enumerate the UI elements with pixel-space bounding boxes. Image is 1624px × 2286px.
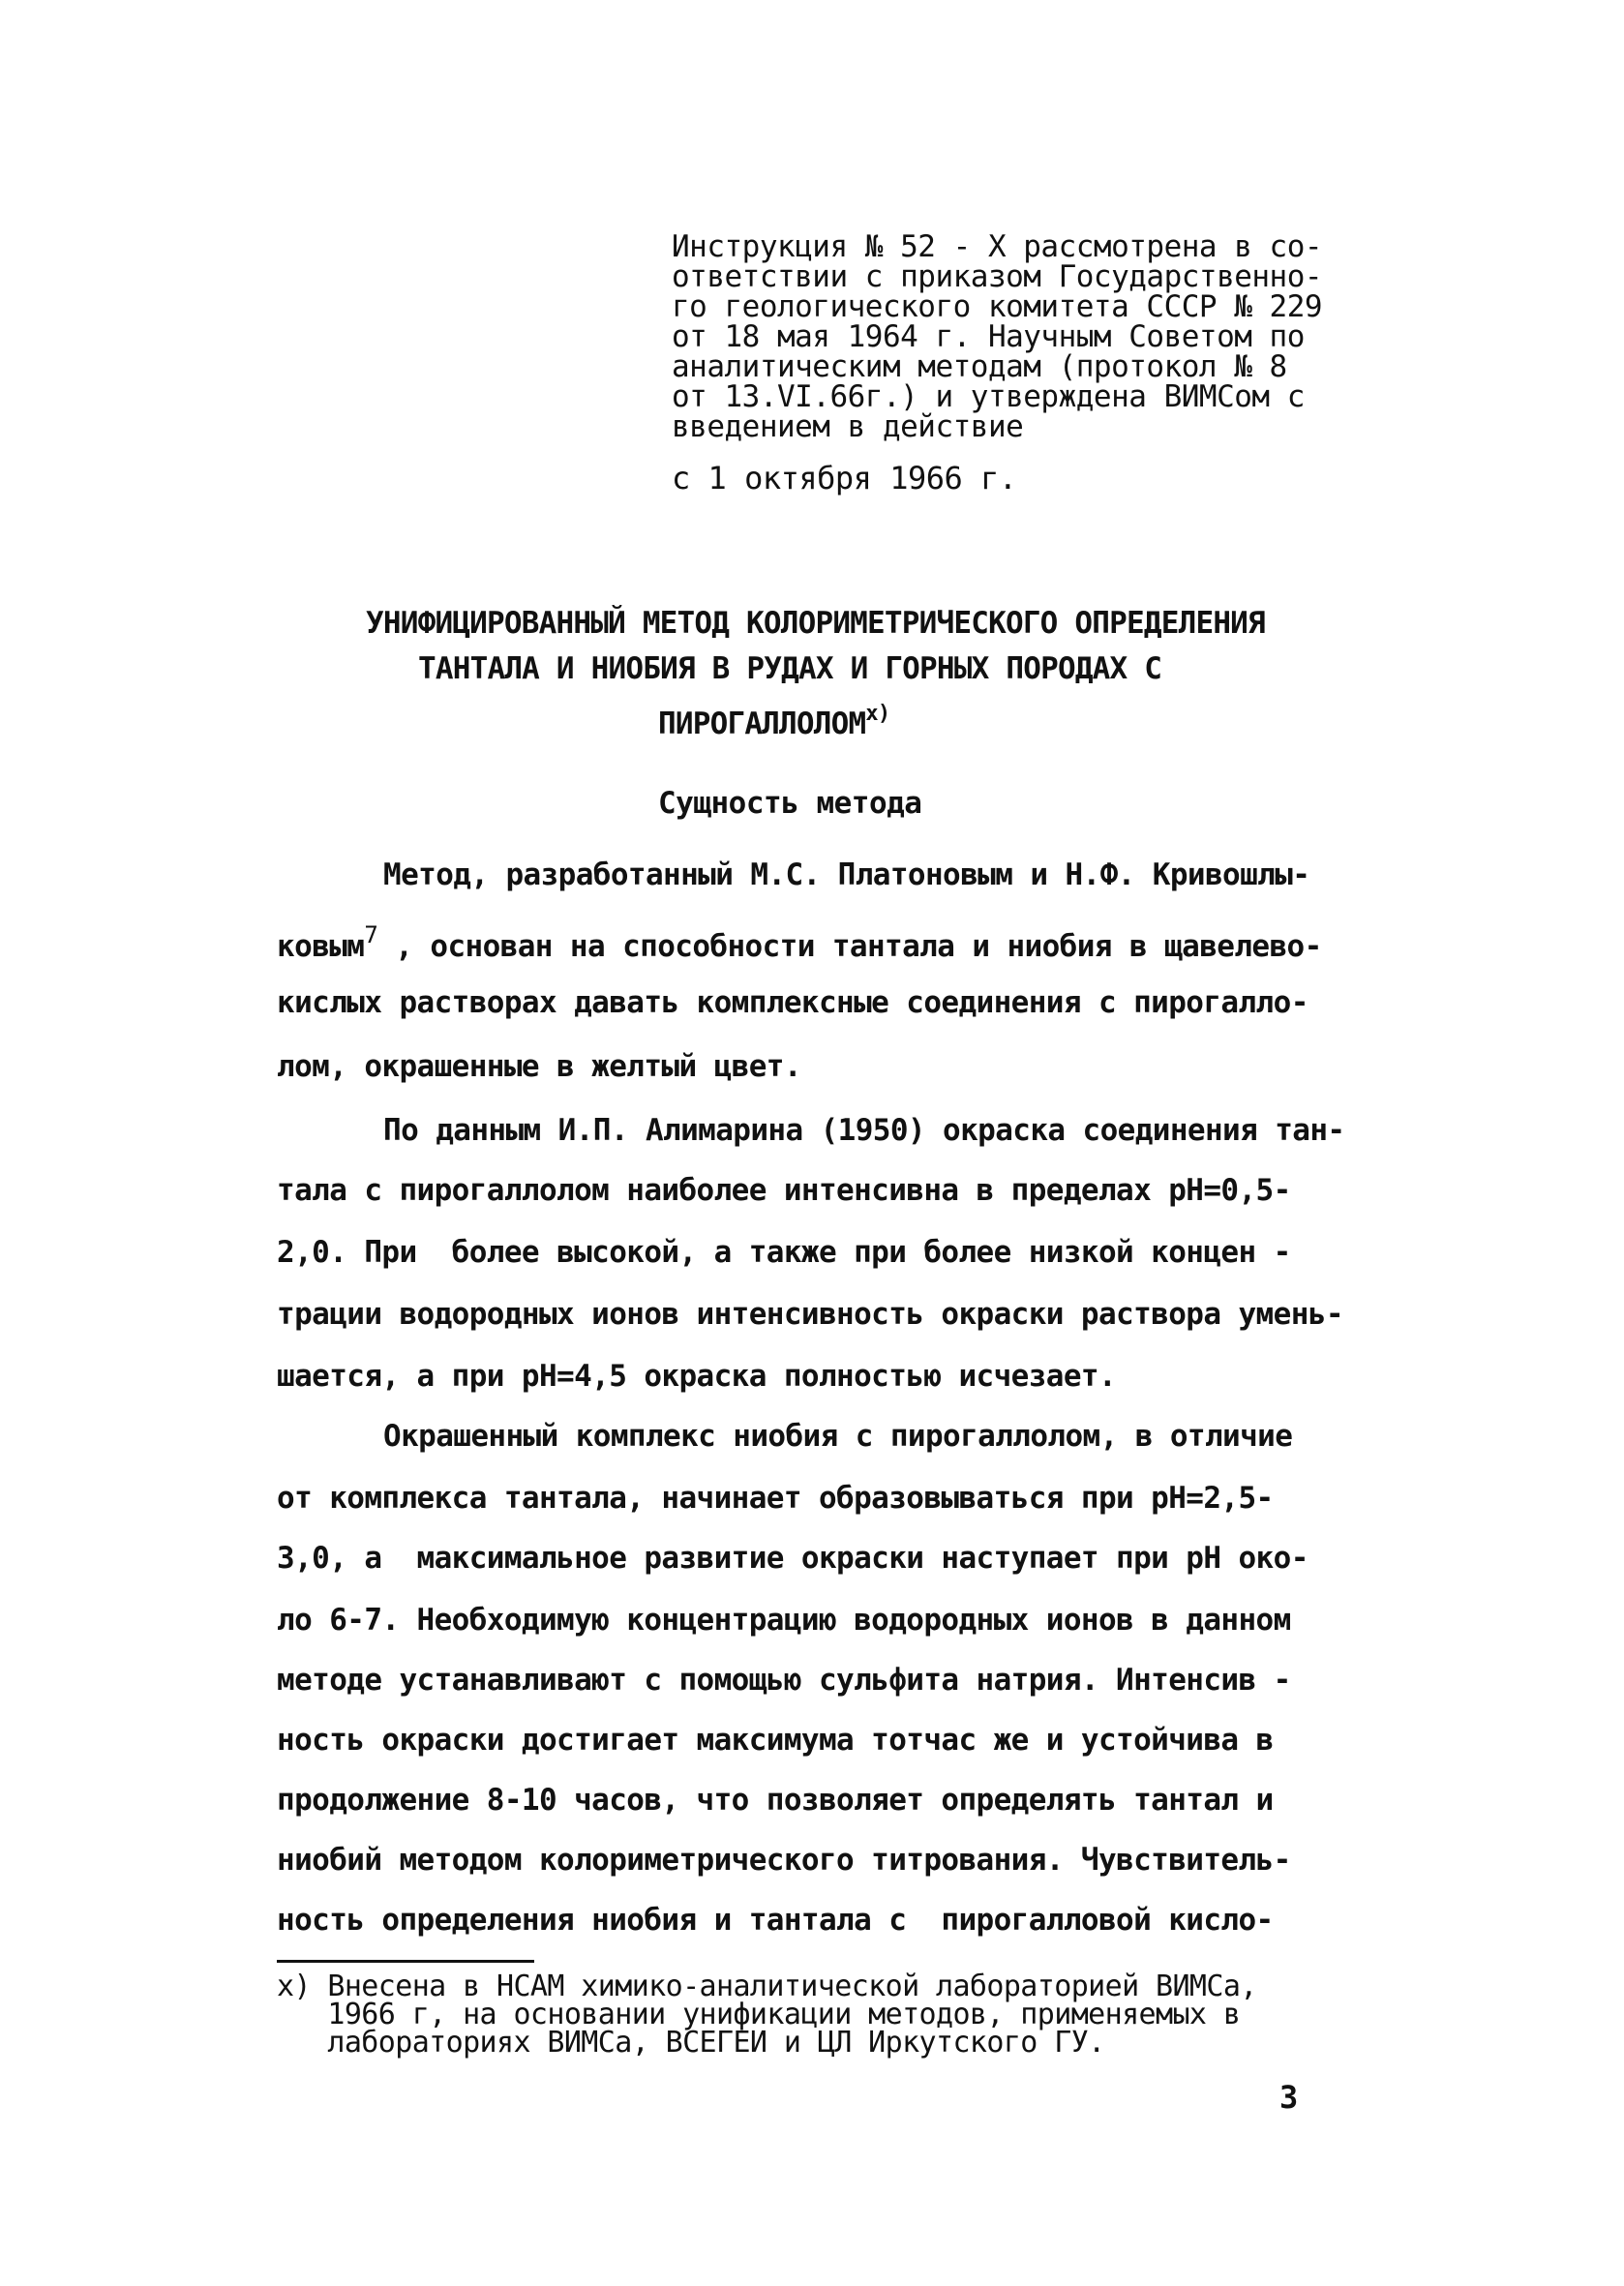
approval-line: Инструкция № 52 - Х рассмотрена в со-	[672, 229, 1323, 264]
title-line-3-text: ПИРОГАЛЛОЛОМ	[658, 707, 866, 741]
body-line: кислых растворах давать комплексные соединения с пирогалло-	[277, 985, 1308, 1020]
body-line: от комплекса тантала, начинает образовываться при pH=2,5-	[277, 1481, 1274, 1516]
footnote-line: 1966 г, на основании унификации методов, применяемых в	[277, 1998, 1241, 2031]
approval-note	[672, 229, 1368, 496]
body-line: ность окраски достигает максимума тотчас же и устойчива в	[277, 1723, 1274, 1758]
body-line: шается, а при pH=4,5 окраска полностью исчезает.	[277, 1359, 1117, 1394]
title-line-1: УНИФИЦИРОВАННЫЙ МЕТОД КОЛОРИМЕТРИЧЕСКОГО ОПРЕДЕЛЕНИЯ	[366, 606, 1265, 641]
body-line-text: ковым	[277, 929, 365, 964]
title-line-2: ТАНТАЛА И НИОБИЯ В РУДАХ И ГОРНЫХ ПОРОДАХ С	[418, 651, 1162, 686]
reference-mark: 7	[364, 921, 378, 948]
body-line	[277, 921, 1322, 964]
footnote-line: х) Внесена в НСАМ химико-аналитической лабораторией ВИМСа,	[277, 1970, 1257, 2003]
footnote	[277, 1970, 1257, 2060]
body-line: ло 6-7. Необходимую концентрацию водородных ионов в данном	[277, 1603, 1291, 1638]
body-line: лом, окрашенные в желтый цвет.	[277, 1049, 801, 1084]
approval-line: ответствии с приказом Государственно-	[672, 259, 1323, 294]
effective-date: с 1 октября 1966 г.	[672, 460, 1017, 496]
approval-line: аналитическим методам (протокол № 8	[672, 349, 1287, 384]
approval-line: введением в действие	[672, 409, 1024, 444]
body-line: трации водородных ионов интенсивность окраски раствора умень-	[277, 1297, 1343, 1332]
footnote-divider	[277, 1960, 534, 1963]
body-line-text: , основан на способности тантала и ниобия в щавелево-	[395, 929, 1322, 964]
approval-line: от 18 мая 1964 г. Научным Советом по	[672, 319, 1305, 354]
page-number: 3	[1279, 2079, 1299, 2116]
body-line: По данным И.П. Алимарина (1950) окраска соединения тан-	[383, 1113, 1345, 1148]
body-line: ность определения ниобия и тантала с пирогалловой кисло-	[277, 1903, 1274, 1938]
approval-line: от 13.VI.66г.) и утверждена ВИМСом с	[672, 379, 1305, 414]
section-heading: Сущность метода	[658, 786, 922, 821]
body-line: Метод, разработанный М.С. Платоновым и Н.Ф. Кривошлы-	[383, 857, 1310, 892]
body-line: 2,0. При более высокой, а также при более низкой концен -	[277, 1235, 1291, 1270]
body-line: продолжение 8-10 часов, что позволяет определять тантал и	[277, 1783, 1274, 1818]
body-line: ниобий методом колориметрического титрования. Чувствитель-	[277, 1843, 1291, 1878]
body-line: Окрашенный комплекс ниобия с пирогаллолом, в отличие	[383, 1419, 1293, 1454]
body-line: 3,0, а максимальное развитие окраски наступает при pH око-	[277, 1541, 1308, 1576]
approval-line: го геологического комитета СССР № 229	[672, 289, 1323, 324]
title-footnote-mark: x)	[865, 702, 890, 726]
body-line: методе устанавливают с помощью сульфита натрия. Интенсив -	[277, 1663, 1291, 1698]
body-line: тала с пирогаллолом наиболее интенсивна в пределах pH=0,5-	[277, 1173, 1291, 1208]
title-line-3	[658, 693, 889, 745]
footnote-line: лабораториях ВИМСа, ВСЕГЕИ и ЦЛ Иркутского ГУ.	[277, 2026, 1105, 2060]
